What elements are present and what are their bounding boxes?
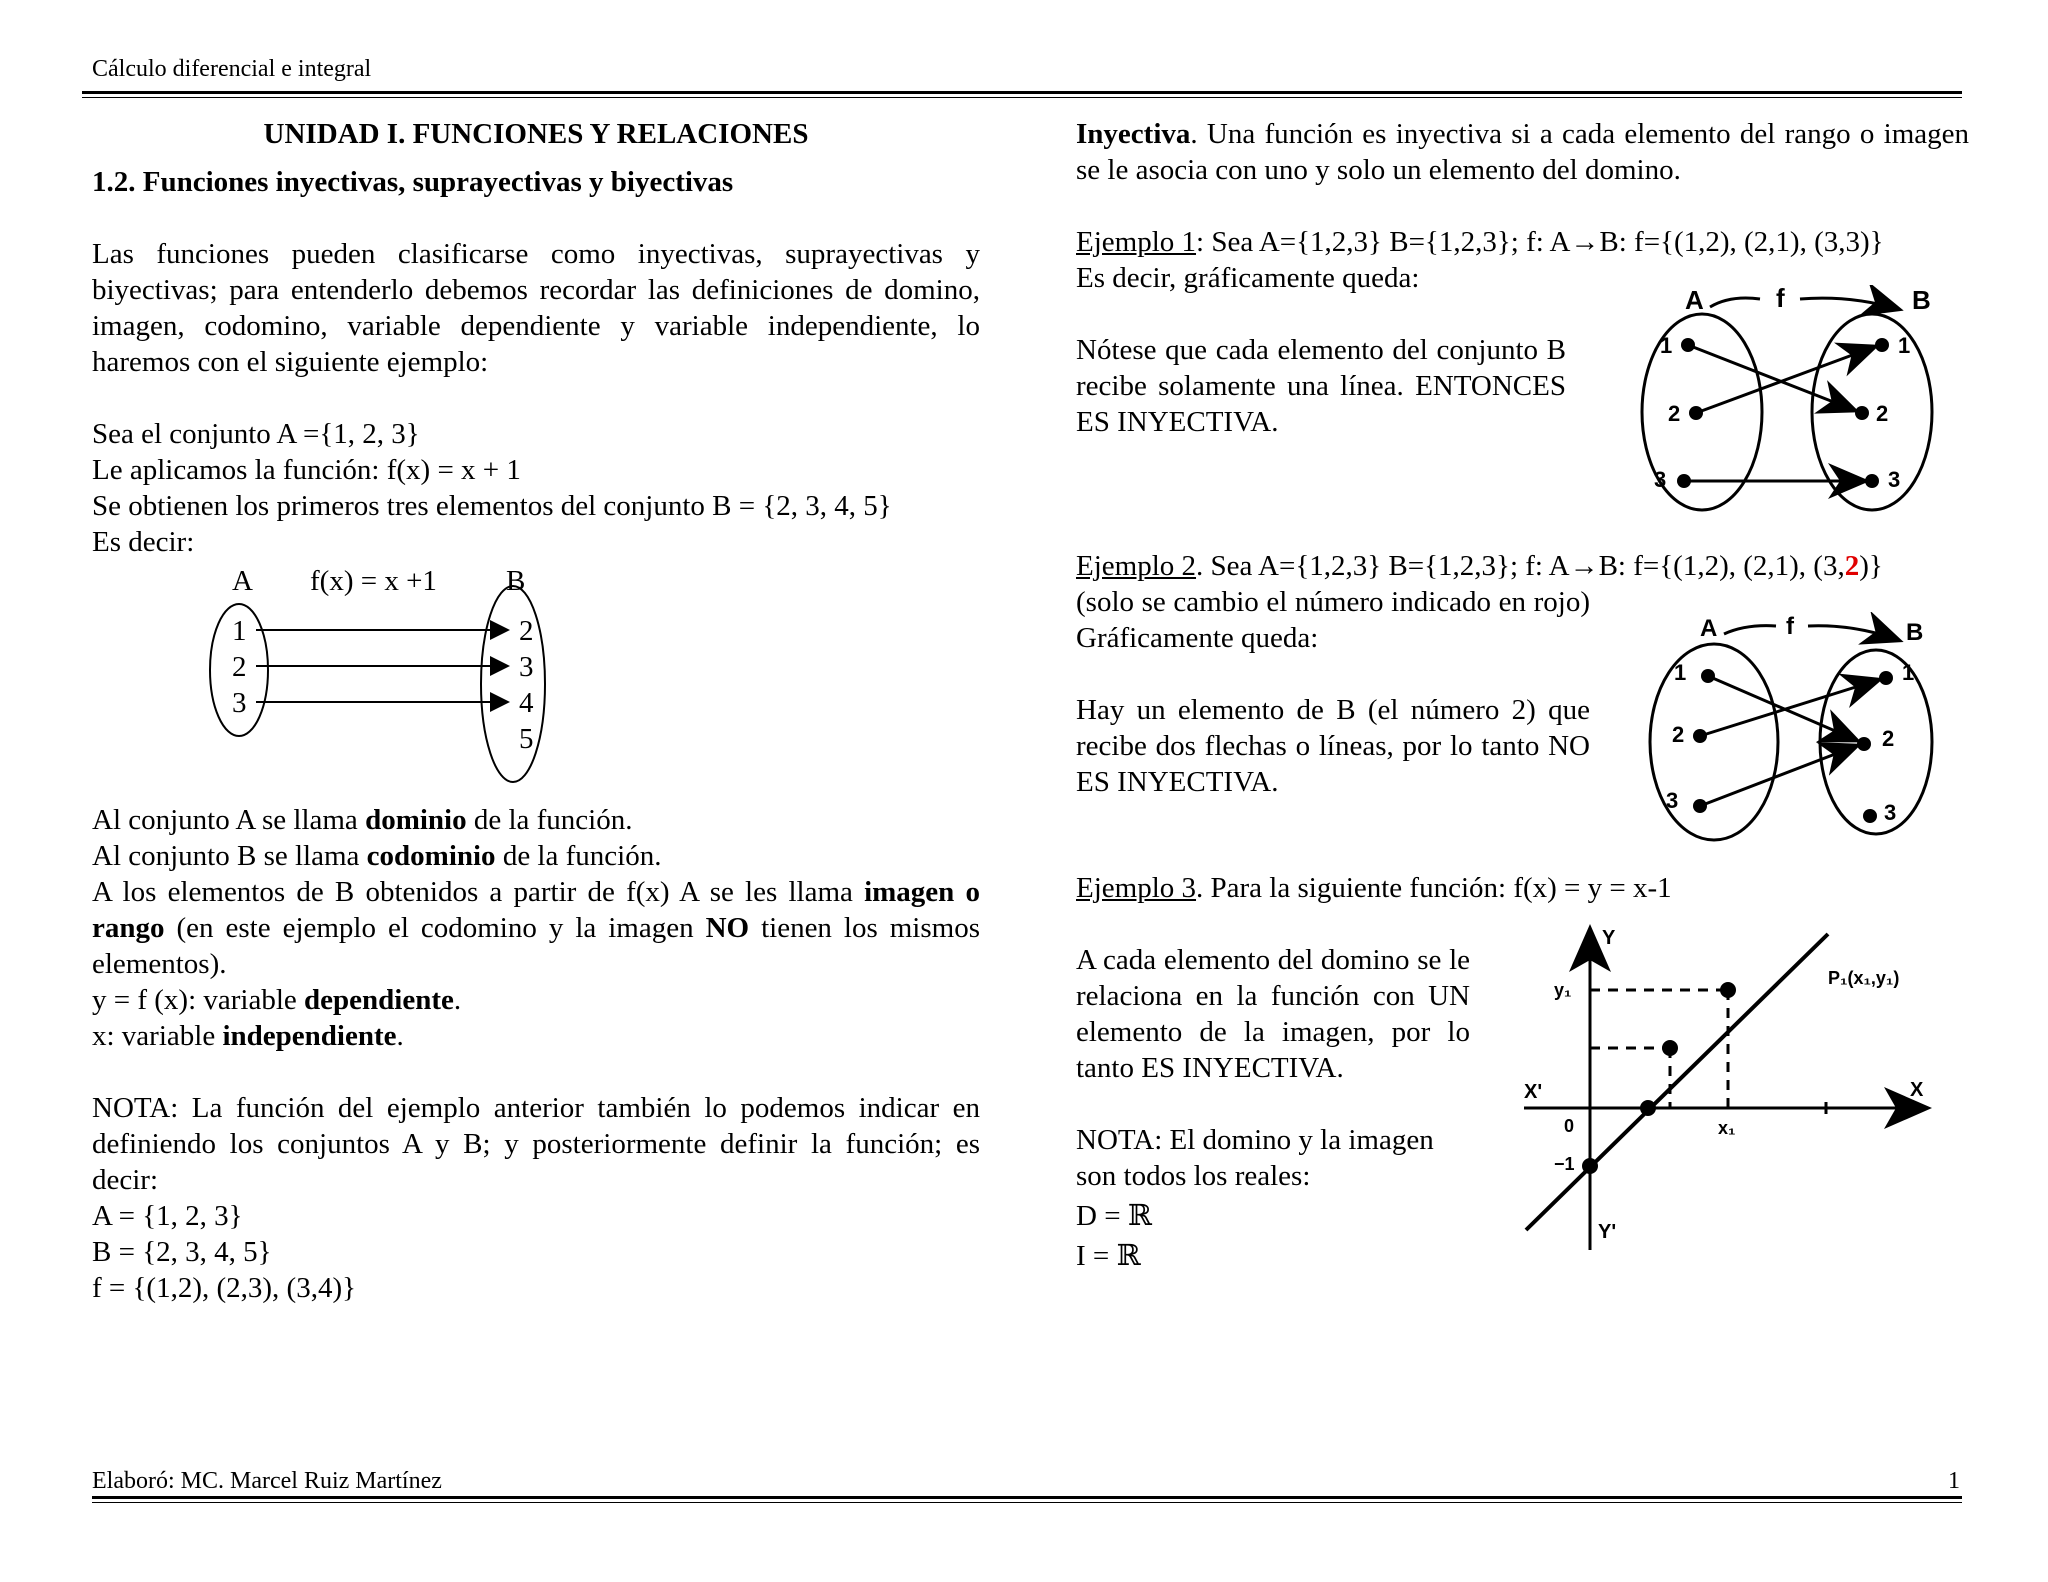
function-line xyxy=(1526,934,1828,1230)
footer-page-number: 1 xyxy=(1948,1468,1960,1494)
label-y1: y₁ xyxy=(1554,980,1572,1000)
set-a-line: Sea el conjunto A ={1, 2, 3} xyxy=(92,418,420,450)
set-a-element: 2 xyxy=(232,651,247,683)
nota-paragraph: NOTA: La función del ejemplo anterior también lo podemos indicar en definiendo los conjuntos A y B; y posteriormente definir la función; es decir: xyxy=(92,1092,980,1196)
ex1-a-element: 2 xyxy=(1668,401,1681,426)
ex2-b-element: 1 xyxy=(1902,660,1915,685)
set-b-element: 5 xyxy=(519,723,534,755)
point-x-intercept xyxy=(1640,1100,1656,1116)
footer-rule-thick xyxy=(92,1496,1962,1499)
ex2-a-element: 1 xyxy=(1674,660,1687,685)
diagram-label-a: A xyxy=(232,565,253,597)
ex2-b-element: 2 xyxy=(1882,726,1895,751)
example-2-diagram xyxy=(1620,612,1950,844)
ex2-label-f: f xyxy=(1786,613,1794,640)
nota-set-a: A = {1, 2, 3} xyxy=(92,1200,243,1232)
example-1-statement: Ejemplo 1: Sea A={1,2,3} B={1,2,3}; f: A→B: f={(1,2), (2,1), (3,3)} xyxy=(1076,226,1884,258)
label-point-p1: P₁(x₁,y₁) xyxy=(1828,968,1900,988)
header-rule-thick xyxy=(82,91,1962,94)
es-decir-line: Es decir: xyxy=(92,526,195,558)
ex2-b-element: 3 xyxy=(1884,800,1897,825)
set-a-element: 3 xyxy=(232,687,247,719)
footer-rule-thin xyxy=(92,1502,1962,1503)
nota-function: f = {(1,2), (2,3), (3,4)} xyxy=(92,1272,357,1304)
ex1-b-element: 2 xyxy=(1876,401,1889,426)
example-3-statement: Ejemplo 3. Para la siguiente función: f(x) = y = x-1 xyxy=(1076,872,1672,904)
example-3-graph xyxy=(1510,920,1940,1260)
ex2-a-element: 2 xyxy=(1672,722,1685,747)
result-line: Se obtienen los primeros tres elementos del conjunto B = {2, 3, 4, 5} xyxy=(92,490,892,522)
set-b-element: 3 xyxy=(519,651,534,683)
image-reals: I = ℝ xyxy=(1076,1240,1141,1272)
point-y-intercept xyxy=(1582,1158,1598,1174)
set-b-element: 4 xyxy=(519,687,534,719)
intro-paragraph: Las funciones pueden clasificarse como inyectivas, suprayectivas y biyectivas; para entenderlo debemos recordar las definiciones de domino, imagen, codomino, variable dependiente y variable independiente, lo haremos con el siguiente ejemplo: xyxy=(92,238,980,378)
ex1-b-point xyxy=(1875,338,1889,352)
example-1-line2: Es decir, gráficamente queda: xyxy=(1076,262,1420,294)
section-title: 1.2. Funciones inyectivas, suprayectivas y biyectivas xyxy=(92,166,734,198)
ex1-label-b: B xyxy=(1912,285,1931,315)
set-b-ellipse xyxy=(481,586,545,782)
ex2-b-point xyxy=(1879,671,1893,685)
codominio-line: Al conjunto B se llama codominio de la función. xyxy=(92,840,662,872)
unit-title: UNIDAD I. FUNCIONES Y RELACIONES xyxy=(263,118,809,150)
ex1-b-element: 3 xyxy=(1888,467,1901,492)
header-rule-thin xyxy=(82,97,1962,98)
ex1-b-element: 1 xyxy=(1898,333,1911,358)
label-x1: x₁ xyxy=(1718,1118,1736,1138)
inyectiva-definition: Inyectiva. Una función es inyectiva si a cada elemento del rango o imagen se le asocia con uno y solo un elemento del domino. xyxy=(1076,118,1969,186)
ex2-set-b-ellipse xyxy=(1820,650,1932,834)
ex1-f-arrow-left xyxy=(1710,298,1760,307)
ex1-label-a: A xyxy=(1685,285,1704,315)
ex2-f-arrow-left xyxy=(1724,626,1776,634)
page-header-title: Cálculo diferencial e integral xyxy=(92,56,372,82)
ex1-a-element: 1 xyxy=(1660,333,1673,358)
example-2-statement: Ejemplo 2. Sea A={1,2,3} B={1,2,3}; f: A→B: f={(1,2), (2,1), (3,2)} xyxy=(1076,550,1883,582)
set-a-element: 1 xyxy=(232,615,247,647)
ex2-arrow-2-to-1 xyxy=(1700,680,1878,736)
label-x-neg: X' xyxy=(1524,1081,1543,1103)
example-2-note: Hay un elemento de B (el número 2) que recibe dos flechas o líneas, por lo tanto NO ES INYECTIVA. xyxy=(1076,694,1590,798)
ex2-label-b: B xyxy=(1906,619,1924,646)
ex1-arrow-1-to-2 xyxy=(1688,345,1854,410)
footer-author: Elaboró: MC. Marcel Ruiz Martínez xyxy=(92,1468,442,1494)
dependiente-line: y = f (x): variable dependiente. xyxy=(92,984,462,1016)
diagram-label-b: B xyxy=(506,565,526,597)
ex2-arrow-1-to-2 xyxy=(1708,676,1856,740)
independiente-line: x: variable independiente. xyxy=(92,1020,404,1052)
label-y: Y xyxy=(1602,927,1616,949)
ex1-b-point xyxy=(1865,474,1879,488)
point-p1 xyxy=(1720,982,1736,998)
example-2-line2: (solo se cambio el número indicado en rojo) Gráficamente queda: xyxy=(1076,586,1590,654)
label-x: X xyxy=(1910,1079,1924,1101)
ex1-a-element: 3 xyxy=(1654,467,1667,492)
ex1-f-arrow-right xyxy=(1800,298,1898,309)
label-y-neg: Y' xyxy=(1598,1221,1617,1243)
label-minus-one: −1 xyxy=(1554,1154,1575,1174)
set-b-element: 2 xyxy=(519,615,534,647)
point-mid xyxy=(1662,1040,1678,1056)
ex2-f-arrow-right xyxy=(1808,626,1898,640)
left-column xyxy=(92,116,980,1306)
mapping-diagram-simple xyxy=(92,560,980,802)
example-1-diagram xyxy=(1610,285,1950,515)
label-origin: 0 xyxy=(1564,1116,1575,1136)
example-1-note: Nótese que cada elemento del conjunto B recibe solamente una línea. ENTONCES ES INYECTIVA. xyxy=(1076,334,1566,438)
example-3-nota: NOTA: El domino y la imagen son todos los reales: xyxy=(1076,1124,1434,1192)
domain-reals: D = ℝ xyxy=(1076,1200,1152,1232)
example-3-note: A cada elemento del domino se le relaciona en la función con UN elemento de la imagen, por lo tanto ES INYECTIVA. xyxy=(1076,944,1470,1084)
imagen-paragraph: A los elementos de B obtenidos a partir de f(x) A se les llama imagen o rango (en este ejemplo el codomino y la imagen NO tienen los mismos elementos). xyxy=(92,876,980,980)
apply-function-line: Le aplicamos la función: f(x) = x + 1 xyxy=(92,454,521,486)
ex1-b-point xyxy=(1855,406,1869,420)
ex2-a-element: 3 xyxy=(1666,788,1679,813)
diagram-label-f: f(x) = x +1 xyxy=(310,565,437,597)
ex2-label-a: A xyxy=(1700,615,1718,642)
ex1-label-f: f xyxy=(1776,285,1785,313)
ex2-b-point xyxy=(1863,809,1877,823)
dominio-line: Al conjunto A se llama dominio de la función. xyxy=(92,804,633,836)
ex2-b-point xyxy=(1857,737,1871,751)
ex1-arrow-2-to-1 xyxy=(1696,347,1874,413)
nota-set-b: B = {2, 3, 4, 5} xyxy=(92,1236,272,1268)
